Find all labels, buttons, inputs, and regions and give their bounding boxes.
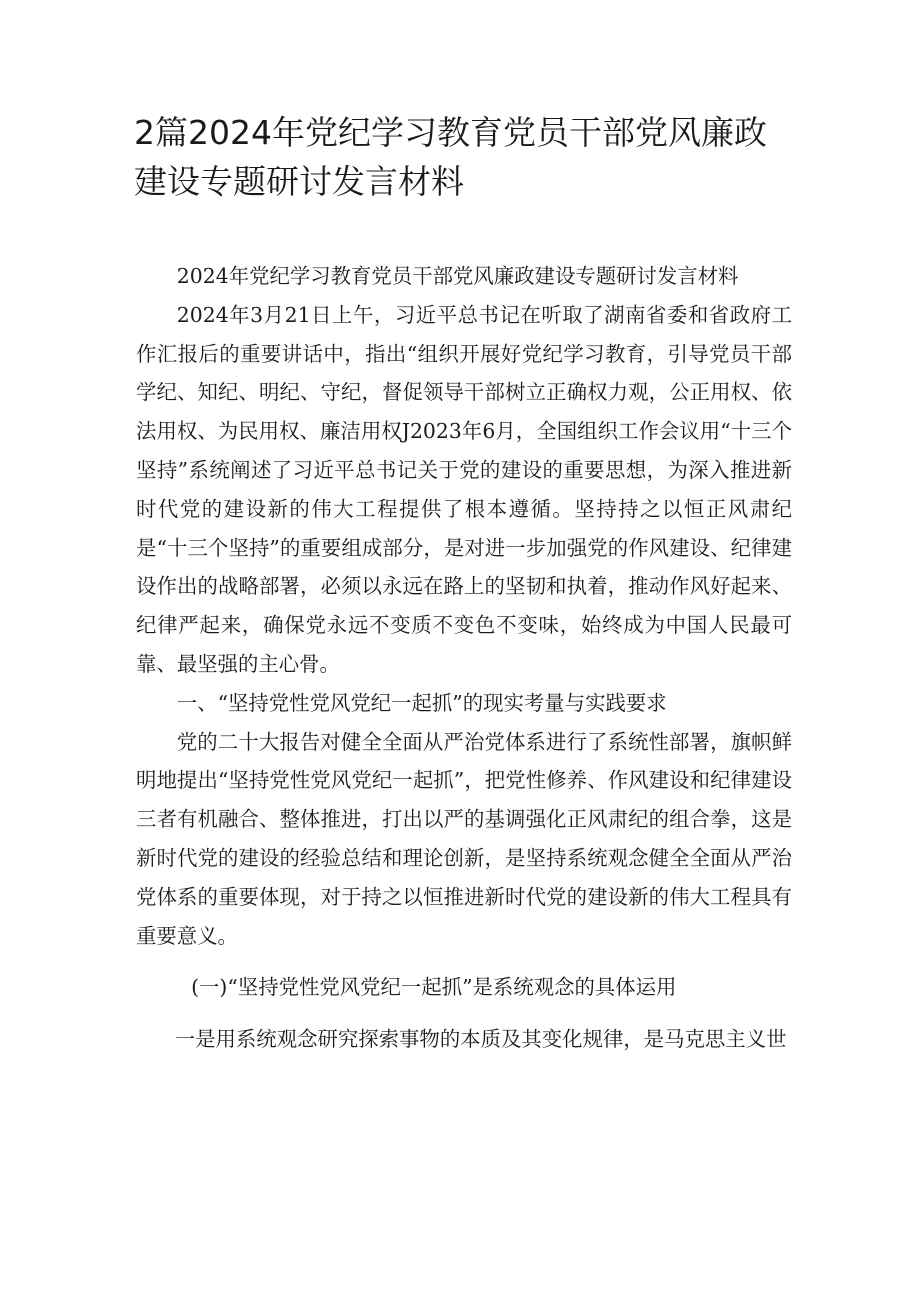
- document-title: [134, 108, 834, 206]
- paragraph: 党的二十大报告对健全全面从严治党体系进行了系统性部署，旗帜鲜明地提出“坚持党性党风党纪一起抓”，把党性修养、作风建设和纪律建设三者有机融合、整体推进，打出以严的基调强化正风肃纪的组合拳，这是新时代党的建设的经验总结和理论创新，是坚持系统观念健全全面从严治党体系的重要体现，对于持之以恒推进新时代党的建设新的伟大工程具有重要意义。: [136, 729, 792, 948]
- section-heading: 一、“坚持党性党风党纪一起抓”的现实考量与实践要求: [176, 690, 667, 715]
- subsection-heading: (一)“坚持党性党风党纪一起抓”是系统观念的具体运用: [191, 975, 677, 1000]
- document-title-line-1: 2篇2024年党纪学习教育党员干部党风廉政: [134, 113, 767, 152]
- section-heading: 2024年党纪学习教育党员干部党风廉政建设专题研讨发言材料: [176, 264, 739, 288]
- paragraph: 一是用系统观念研究探索事物的本质及其变化规律，是马克思主义世: [174, 1027, 787, 1052]
- document-body: [136, 257, 792, 1059]
- document-title-line-2: 建设专题研讨发言材料: [134, 162, 464, 201]
- paragraph: 2024年3月21日上午，习近平总书记在听取了湖南省委和省政府工作汇报后的重要讲话中，指出“组织开展好党纪学习教育，引导党员干部学纪、知纪、明纪、守纪，督促领导干部树立正确权力观，公正用权、依法用权、为民用权、廉洁用权J2023年6月，全国组织工作会议用“十三个坚持”系统阐述了习近平总书记关于党的建设的重要思想，为深入推进新时代党的建设新的伟大工程提供了根本遵循。坚持持之以恒正风肃纪是“十三个坚持”的重要组成部分，是对进一步加强党的作风建设、纪律建设作出的战略部署，必须以永远在路上的坚韧和执着，推动作风好起来、纪律严起来，确保党永远不变质不变色不变味，始终成为中国人民最可靠、最坚强的主心骨。: [136, 302, 792, 676]
